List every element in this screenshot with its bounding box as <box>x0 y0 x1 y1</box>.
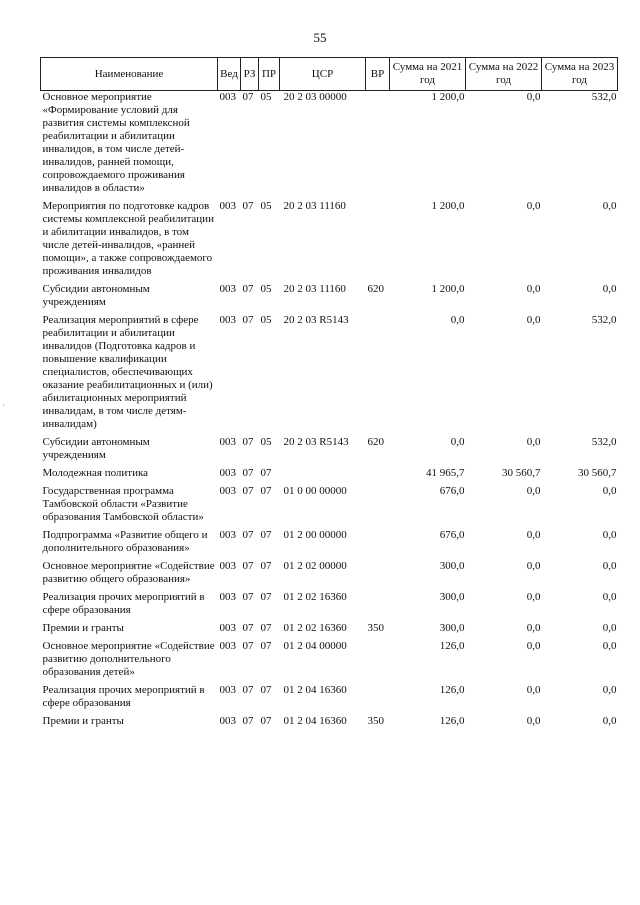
cell-pr: 07 <box>260 560 272 572</box>
cell-sum-2022: 0,0 <box>526 283 541 295</box>
table-row <box>41 436 618 467</box>
cell-sum-2021: 1 200,0 <box>431 200 465 212</box>
cell-vr <box>366 91 390 201</box>
cell-sum-2021: 0,0 <box>450 436 465 448</box>
cell-ved: 003 <box>219 485 236 497</box>
cell-vr <box>366 314 390 436</box>
cell-vr: 350 <box>367 622 384 634</box>
cell-sum-2023: 0,0 <box>602 715 617 727</box>
header-ved: Вед <box>218 58 241 91</box>
cell-name: Реализация мероприятий в сфере реабилитации и абилитации инвалидов (Подготовка кадров и повышение квалификации специалистов, обеспечивающих оказание реабилитационных и (или) абилитационных мероприятий инвалидам, в том числе детям-инвалидам) <box>42 314 213 430</box>
cell-rz: 07 <box>242 485 254 497</box>
cell-sum-2021: 0,0 <box>450 314 465 326</box>
cell-sum-2022: 30 560,7 <box>502 467 541 479</box>
header-name: Наименование <box>41 58 218 91</box>
header-sum-2023: Сумма на 2023 год <box>542 58 618 91</box>
cell-sum-2022: 0,0 <box>526 640 541 652</box>
cell-ved: 003 <box>219 200 236 212</box>
cell-csr <box>280 467 366 485</box>
cell-csr: 01 2 02 16360 <box>283 622 347 634</box>
cell-vr: 620 <box>367 436 384 448</box>
cell-pr: 05 <box>260 314 272 326</box>
table-row <box>41 591 618 622</box>
cell-sum-2022: 0,0 <box>526 529 541 541</box>
cell-rz: 07 <box>242 560 254 572</box>
cell-csr: 01 2 04 00000 <box>283 640 347 652</box>
cell-vr <box>366 591 390 622</box>
cell-sum-2021: 126,0 <box>439 640 465 652</box>
cell-csr: 20 2 03 00000 <box>283 91 347 103</box>
cell-sum-2021: 1 200,0 <box>431 283 465 295</box>
cell-name: Субсидии автономным учреждениям <box>42 283 150 308</box>
cell-sum-2023: 0,0 <box>602 640 617 652</box>
cell-sum-2021: 1 200,0 <box>431 91 465 103</box>
table-row <box>41 467 618 485</box>
header-vr: ВР <box>366 58 390 91</box>
header-rz: РЗ <box>241 58 259 91</box>
cell-rz: 07 <box>242 715 254 727</box>
cell-name: Основное мероприятие «Содействие развитию общего образования» <box>42 560 215 585</box>
header-sum-2021: Сумма на 2021 год <box>390 58 466 91</box>
cell-sum-2021: 126,0 <box>439 715 465 727</box>
cell-vr <box>366 467 390 485</box>
cell-sum-2023: 0,0 <box>602 591 617 603</box>
cell-ved: 003 <box>219 529 236 541</box>
cell-ved: 003 <box>219 684 236 696</box>
header-pr: ПР <box>259 58 280 91</box>
cell-pr: 07 <box>260 467 272 479</box>
cell-name: Государственная программа Тамбовской области «Развитие образования Тамбовской области» <box>42 485 204 523</box>
table-row <box>41 622 618 640</box>
cell-rz: 07 <box>242 283 254 295</box>
cell-sum-2023: 0,0 <box>602 560 617 572</box>
cell-csr: 01 2 02 16360 <box>283 591 347 603</box>
cell-rz: 07 <box>242 529 254 541</box>
cell-pr: 07 <box>260 715 272 727</box>
cell-sum-2021: 676,0 <box>439 485 465 497</box>
cell-pr: 07 <box>260 529 272 541</box>
cell-csr: 01 2 04 16360 <box>283 684 347 696</box>
cell-csr: 20 2 03 11160 <box>283 283 346 295</box>
cell-pr: 05 <box>260 436 272 448</box>
table-row <box>41 314 618 436</box>
cell-ved: 003 <box>219 591 236 603</box>
cell-sum-2023: 532,0 <box>591 314 617 326</box>
cell-sum-2022: 0,0 <box>526 684 541 696</box>
budget-table <box>40 57 618 733</box>
cell-sum-2021: 676,0 <box>439 529 465 541</box>
cell-rz: 07 <box>242 200 254 212</box>
cell-name: Основное мероприятие «Содействие развитию дополнительного образования детей» <box>42 640 215 678</box>
cell-sum-2023: 0,0 <box>602 283 617 295</box>
cell-pr: 05 <box>260 91 272 103</box>
cell-vr <box>366 560 390 591</box>
cell-sum-2021: 300,0 <box>439 591 465 603</box>
cell-ved: 003 <box>219 314 236 326</box>
cell-rz: 07 <box>242 314 254 326</box>
cell-ved: 003 <box>219 622 236 634</box>
cell-csr: 20 2 03 R5143 <box>283 314 349 326</box>
table-row <box>41 684 618 715</box>
cell-sum-2023: 532,0 <box>591 436 617 448</box>
cell-ved: 003 <box>219 715 236 727</box>
cell-sum-2022: 0,0 <box>526 200 541 212</box>
cell-pr: 07 <box>260 622 272 634</box>
cell-pr: 05 <box>260 283 272 295</box>
cell-sum-2023: 0,0 <box>602 684 617 696</box>
cell-sum-2022: 0,0 <box>526 91 541 103</box>
cell-sum-2022: 0,0 <box>526 485 541 497</box>
table-row <box>41 200 618 283</box>
cell-sum-2021: 126,0 <box>439 684 465 696</box>
table-row <box>41 283 618 314</box>
cell-pr: 07 <box>260 485 272 497</box>
cell-csr: 01 2 00 00000 <box>283 529 347 541</box>
header-csr: ЦСР <box>280 58 366 91</box>
cell-sum-2022: 0,0 <box>526 591 541 603</box>
cell-csr: 01 2 04 16360 <box>283 715 347 727</box>
cell-name: Реализация прочих мероприятий в сфере образования <box>42 684 205 709</box>
cell-vr: 350 <box>367 715 384 727</box>
cell-vr <box>366 640 390 684</box>
cell-name: Молодежная политика <box>42 467 149 479</box>
cell-ved: 003 <box>219 283 236 295</box>
cell-sum-2022: 0,0 <box>526 314 541 326</box>
cell-sum-2023: 0,0 <box>602 529 617 541</box>
cell-vr <box>366 684 390 715</box>
cell-pr: 07 <box>260 640 272 652</box>
cell-vr <box>366 529 390 560</box>
cell-vr <box>366 485 390 529</box>
cell-rz: 07 <box>242 684 254 696</box>
table-row <box>41 529 618 560</box>
cell-sum-2023: 0,0 <box>602 485 617 497</box>
cell-name: Основное мероприятие «Формирование условий для развития системы комплексной реабилитации и абилитации инвалидов, в том числе детей-инвалидов, ранней помощи, сопровождаемого проживания инвалидов в области» <box>42 91 190 194</box>
cell-csr: 01 2 02 00000 <box>283 560 347 572</box>
cell-rz: 07 <box>242 91 254 103</box>
cell-rz: 07 <box>242 591 254 603</box>
cell-name: Субсидии автономным учреждениям <box>42 436 150 461</box>
cell-sum-2021: 300,0 <box>439 560 465 572</box>
cell-sum-2022: 0,0 <box>526 622 541 634</box>
cell-sum-2023: 30 560,7 <box>578 467 617 479</box>
cell-sum-2023: 532,0 <box>591 91 617 103</box>
cell-pr: 07 <box>260 684 272 696</box>
table-row <box>41 485 618 529</box>
cell-vr <box>366 200 390 283</box>
cell-rz: 07 <box>242 640 254 652</box>
cell-ved: 003 <box>219 436 236 448</box>
cell-sum-2022: 0,0 <box>526 715 541 727</box>
cell-name: Премии и гранты <box>42 622 124 634</box>
table-row <box>41 640 618 684</box>
page-number: 55 <box>313 30 327 45</box>
table-header-row <box>41 58 618 91</box>
cell-sum-2021: 41 965,7 <box>426 467 465 479</box>
cell-name: Подпрограмма «Развитие общего и дополнительного образования» <box>42 529 208 554</box>
table-body <box>41 91 618 734</box>
cell-ved: 003 <box>219 91 236 103</box>
cell-pr: 07 <box>260 591 272 603</box>
header-sum-2022: Сумма на 2022 год <box>466 58 542 91</box>
cell-rz: 07 <box>242 436 254 448</box>
table-row <box>41 91 618 201</box>
cell-csr: 20 2 03 R5143 <box>283 436 349 448</box>
table-row <box>41 560 618 591</box>
cell-name: Реализация прочих мероприятий в сфере образования <box>42 591 205 616</box>
cell-rz: 07 <box>242 622 254 634</box>
cell-sum-2021: 300,0 <box>439 622 465 634</box>
cell-ved: 003 <box>219 560 236 572</box>
cell-pr: 05 <box>260 200 272 212</box>
cell-sum-2022: 0,0 <box>526 560 541 572</box>
table-row <box>41 715 618 733</box>
cell-name: Мероприятия по подготовке кадров системы комплексной реабилитации и абилитации инвалидов, в том числе детей-инвалидов, «ранней помощи», а также сопровождаемого проживания инвалидов <box>42 200 214 277</box>
cell-rz: 07 <box>242 467 254 479</box>
cell-sum-2023: 0,0 <box>602 200 617 212</box>
margin-mark: · <box>2 400 5 410</box>
cell-vr: 620 <box>367 283 384 295</box>
cell-sum-2023: 0,0 <box>602 622 617 634</box>
cell-sum-2022: 0,0 <box>526 436 541 448</box>
cell-ved: 003 <box>219 640 236 652</box>
cell-name: Премии и гранты <box>42 715 124 727</box>
cell-ved: 003 <box>219 467 236 479</box>
cell-csr: 01 0 00 00000 <box>283 485 347 497</box>
cell-csr: 20 2 03 11160 <box>283 200 346 212</box>
